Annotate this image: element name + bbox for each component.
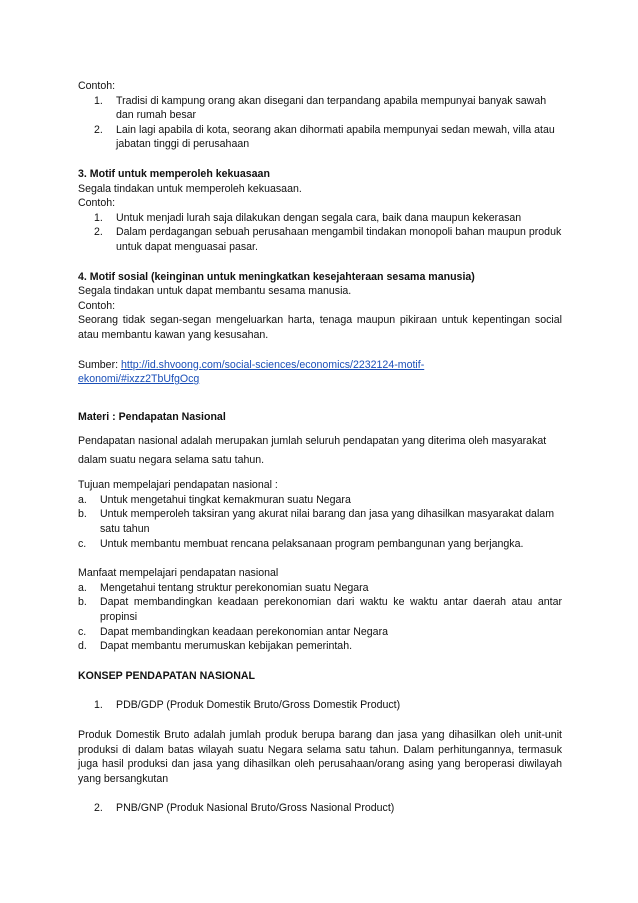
list-marker: b.: [78, 508, 87, 521]
list-marker: c.: [78, 625, 87, 638]
list-item-text: Untuk mengetahui tingkat kemakmuran suatu Negara: [100, 493, 351, 506]
materi-title: Materi : Pendapatan Nasional: [78, 410, 226, 423]
list-marker: 2.: [94, 226, 103, 239]
list-marker: 2.: [94, 123, 103, 136]
list-item: [78, 595, 562, 624]
list-item-text: Dapat membantu merumuskan kebijakan pemerintah.: [100, 640, 353, 653]
list-item-text: Mengetahui tentang struktur perekonomian suatu Negara: [100, 581, 369, 594]
source-link-continued[interactable]: ekonomi/#ixzz2TbUfgOcg: [78, 373, 200, 386]
list-item: [78, 537, 562, 552]
list-item-text: Untuk memperoleh taksiran yang akurat nilai barang dan jasa yang dihasilkan masyarakat dalam satu tahun: [100, 508, 555, 536]
list-marker: 1.: [94, 211, 103, 224]
section-description: Segala tindakan untuk dapat membantu sesama manusia.: [78, 285, 352, 298]
list-item-text: Tradisi di kampung orang akan disegani dan terpandang apabila mempunyai banyak sawah dan rumah besar: [116, 94, 547, 122]
section-description: Segala tindakan untuk memperoleh kekuasaan.: [78, 182, 302, 195]
list-item-text: PNB/GNP (Produk Nasional Bruto/Gross Nasional Product): [116, 802, 395, 815]
list-item-text: Untuk menjadi lurah saja dilakukan dengan segala cara, baik dana maupun kekerasan: [116, 211, 522, 224]
list-marker: 1.: [94, 94, 103, 107]
list-marker: d.: [78, 640, 87, 653]
list-marker: 2.: [94, 802, 103, 815]
section-heading-motif-kekuasaan: 3. Motif untuk memperoleh kekuasaan: [78, 167, 270, 180]
list-marker: b.: [78, 596, 87, 609]
list-marker: c.: [78, 537, 87, 550]
list-marker: 1.: [94, 699, 103, 712]
list-item: [78, 94, 562, 123]
source-label: Sumber:: [78, 358, 121, 371]
list-item: [78, 698, 562, 713]
list-item-text: Dapat membandingkan keadaan perekonomian dari waktu ke waktu antar daerah atau antar propinsi: [100, 596, 562, 624]
contoh-label: Contoh:: [78, 80, 116, 92]
paragraph: Produk Domestik Bruto adalah jumlah produk berupa barang dan jasa yang dihasilkan oleh unit-unit produksi di dalam batas wilayah suatu Negara selama satu tahun. Dalam perhitungannya, termasuk juga hasil produksi dan jasa yang dihasilkan oleh perusahaan/orang asing yang beroperasi diwilayah yang bersangkutan: [78, 729, 562, 785]
list-item-text: Lain lagi apabila di kota, seorang akan dihormati apabila mempunyai sedan mewah, villa atau jabatan tinggi di perusahaan: [116, 123, 555, 151]
list-item-text: PDB/GDP (Produk Domestik Bruto/Gross Domestik Product): [116, 699, 401, 712]
source-link[interactable]: http://id.shvoong.com/social-sciences/economics/2232124-motif-: [120, 358, 425, 371]
list-item: [78, 507, 562, 536]
manfaat-title: Manfaat mempelajari pendapatan nasional: [78, 567, 279, 580]
document-page: [78, 79, 562, 816]
list-item: [78, 225, 562, 254]
paragraph: Seorang tidak segan-segan mengeluarkan harta, tenaga maupun pikiraan untuk kepentingan social atau membantu kawan yang kesusahan.: [78, 314, 562, 341]
list-item-text: Untuk membantu membuat rencana pelaksanaan program pembangunan yang berjangka.: [100, 537, 524, 550]
list-item-text: Dalam perdagangan sebuah perusahaan mengambil tindakan monopoli bahan maupun produk untuk dapat menguasai pasar.: [116, 226, 562, 253]
list-item: [78, 625, 562, 640]
tujuan-title: Tujuan mempelajari pendapatan nasional :: [78, 479, 278, 492]
list-item: [78, 123, 562, 152]
list-item: [78, 581, 562, 596]
source-citation: [78, 358, 562, 387]
list-item-text: Dapat membandingkan keadaan perekonomian antar Negara: [100, 625, 388, 638]
section-heading-motif-sosial: 4. Motif sosial (keinginan untuk meningkatkan kesejahteraan sesama manusia): [78, 270, 475, 283]
list-marker: a.: [78, 581, 87, 594]
list-item: [78, 493, 562, 508]
konsep-title: KONSEP PENDAPATAN NASIONAL: [78, 669, 255, 682]
list-item: [78, 801, 562, 816]
list-item: [78, 211, 562, 226]
list-marker: a.: [78, 493, 87, 506]
list-item: [78, 639, 562, 654]
contoh-label: Contoh:: [78, 299, 116, 312]
paragraph: Pendapatan nasional adalah merupakan jumlah seluruh pendapatan yang diterima oleh masyarakat dalam suatu negara selama satu tahun.: [78, 435, 547, 467]
contoh-label: Contoh:: [78, 197, 116, 210]
